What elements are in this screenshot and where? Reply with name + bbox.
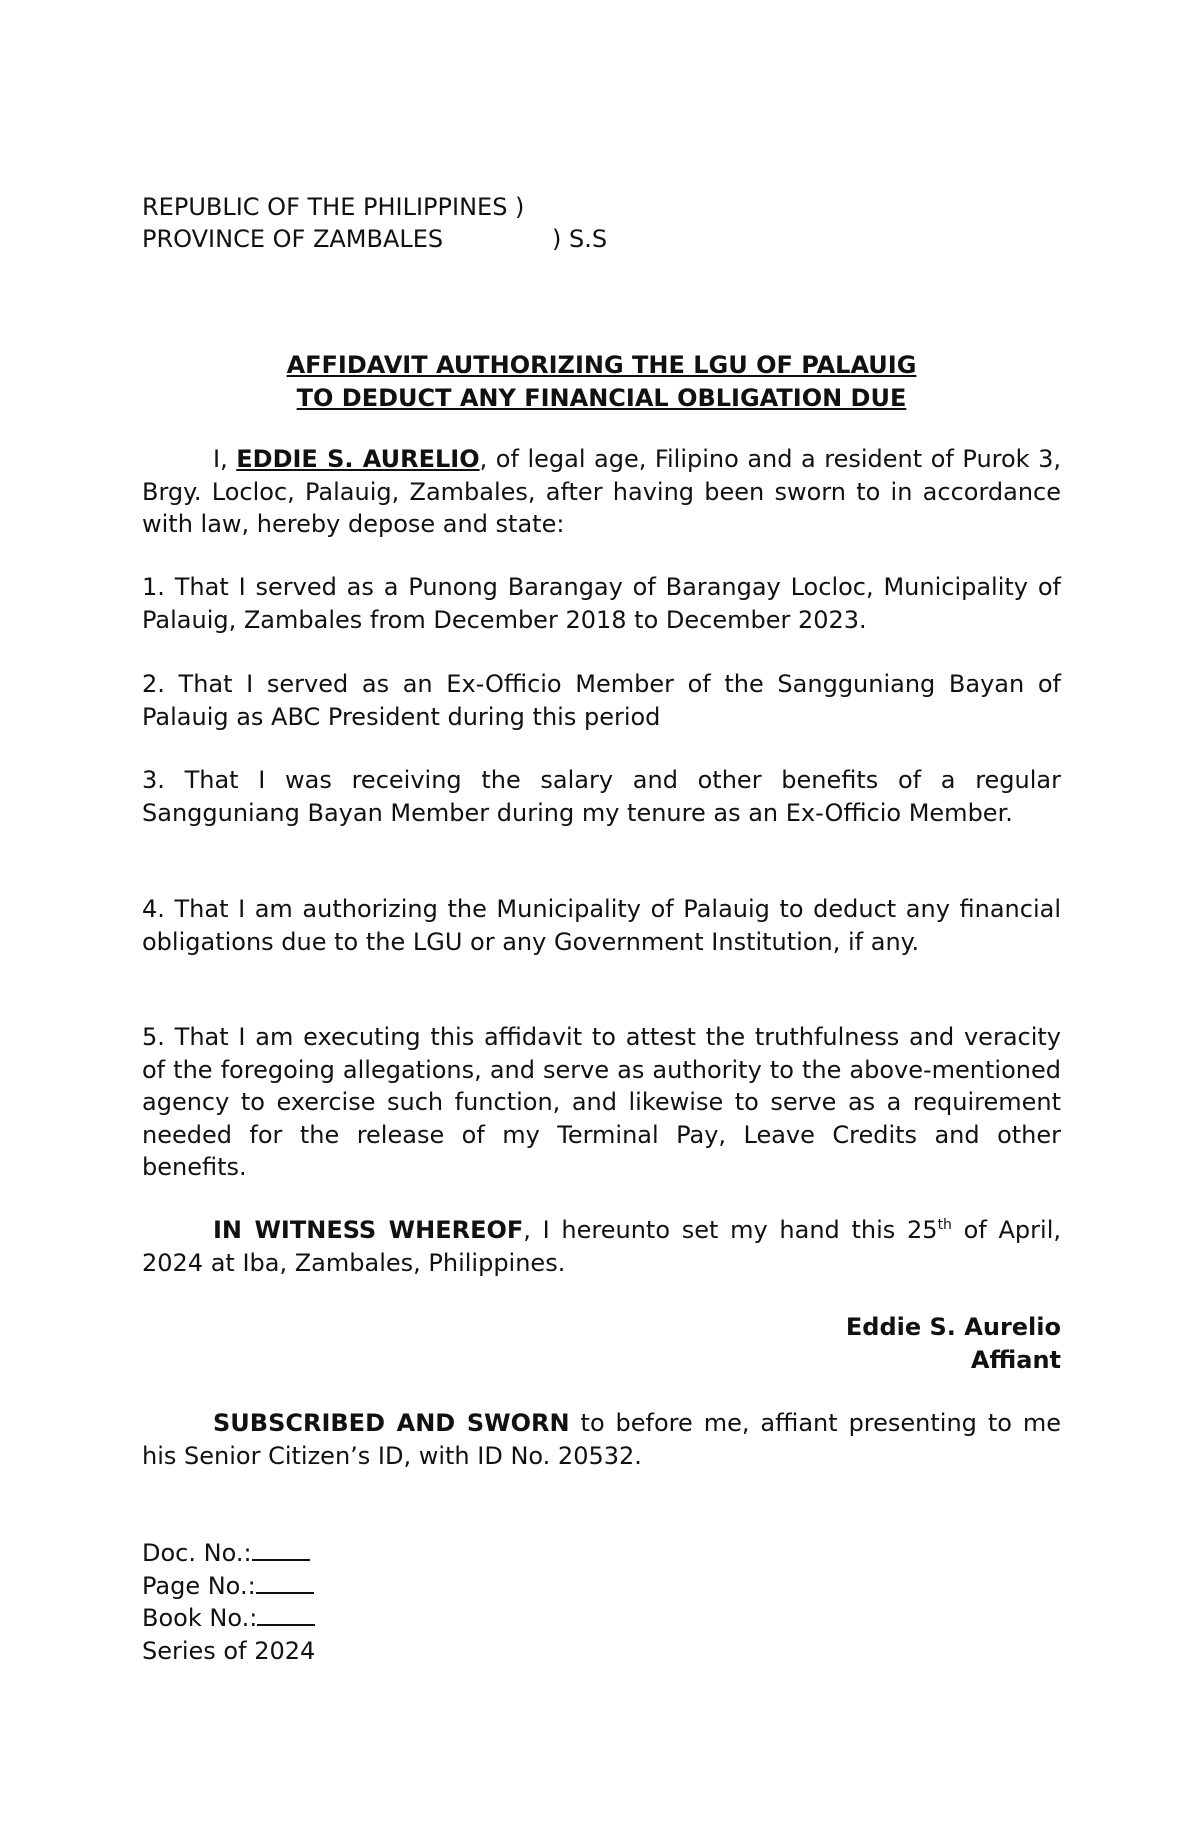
intro-paragraph — [142, 443, 1061, 541]
venue-republic-text: REPUBLIC OF THE PHILIPPINES ) — [142, 193, 525, 221]
document-title-line-2: TO DEDUCT ANY FINANCIAL OBLIGATION DUE — [296, 384, 907, 412]
jurat-text: to before me, affiant presenting to me his Senior Citizen’s ID, with ID No. 20532. — [142, 1409, 1062, 1470]
jurat-lead: SUBSCRIBED AND SWORN — [213, 1409, 570, 1437]
venue-block — [142, 191, 607, 255]
page-number-blank — [256, 1570, 314, 1594]
venue-ss-text: ) S.S — [552, 225, 608, 253]
book-number-label: Book No.: — [142, 1604, 258, 1632]
witness-lead: IN WITNESS WHEREOF — [213, 1216, 524, 1244]
signature-role: Affiant — [970, 1345, 1061, 1374]
witness-paragraph — [142, 1214, 1061, 1279]
book-number-line — [142, 1602, 315, 1635]
doc-number-blank — [252, 1537, 310, 1561]
venue-line-province — [142, 223, 607, 255]
page-number-line — [142, 1570, 315, 1603]
book-number-blank — [257, 1602, 315, 1626]
intro-text: , of legal age, Filipino and a resident of Purok 3, Brgy. Locloc, Palauig, Zambales, after having been sworn to in accordance with law, hereby depose and state: — [142, 445, 1062, 538]
doc-number-line — [142, 1537, 315, 1570]
witness-text-1: , I hereunto set my hand this 25 — [523, 1216, 938, 1244]
series-line: Series of 2024 — [142, 1636, 316, 1665]
affiant-name-underlined: EDDIE S. AURELIO — [236, 445, 480, 473]
doc-number-label: Doc. No.: — [142, 1539, 252, 1567]
witness-superscript: th — [937, 1217, 952, 1233]
intro-prefix: I, — [213, 445, 237, 473]
numbered-paragraph-2: 2. That I served as an Ex-Officio Member of the Sangguniang Bayan of Palauig as ABC President during this period — [142, 670, 1061, 731]
notarial-register-block — [142, 1537, 315, 1667]
numbered-paragraph-5: 5. That I am executing this affidavit to attest the truthfulness and veracity of the foregoing allegations, and serve as authority to the above-mentioned agency to exercise such function, and likewise to serve as a requirement needed for the release of my Terminal Pay, Leave Credits and other benefits. — [142, 1023, 1061, 1181]
signature-name: Eddie S. Aurelio — [845, 1313, 1061, 1341]
venue-line-republic — [142, 191, 607, 223]
numbered-paragraph-1: 1. That I served as a Punong Barangay of Barangay Locloc, Municipality of Palauig, Zambales from December 2018 to December 2023. — [142, 573, 1061, 634]
jurat-paragraph — [142, 1407, 1061, 1472]
signature-block — [142, 1311, 1061, 1376]
venue-province-text: PROVINCE OF ZAMBALES — [142, 225, 444, 253]
document-title-line-1: AFFIDAVIT AUTHORIZING THE LGU OF PALAUIG — [286, 351, 917, 379]
numbered-paragraph-3: 3. That I was receiving the salary and other benefits of a regular Sangguniang Bayan Member during my tenure as an Ex-Officio Member. — [142, 766, 1061, 827]
numbered-paragraph-4: 4. That I am authorizing the Municipality of Palauig to deduct any financial obligations due to the LGU or any Government Institution, if any. — [142, 895, 1061, 956]
page-number-label: Page No.: — [142, 1571, 256, 1600]
witness-text-2: of April, 2024 at Iba, Zambales, Philippines. — [142, 1216, 1061, 1277]
